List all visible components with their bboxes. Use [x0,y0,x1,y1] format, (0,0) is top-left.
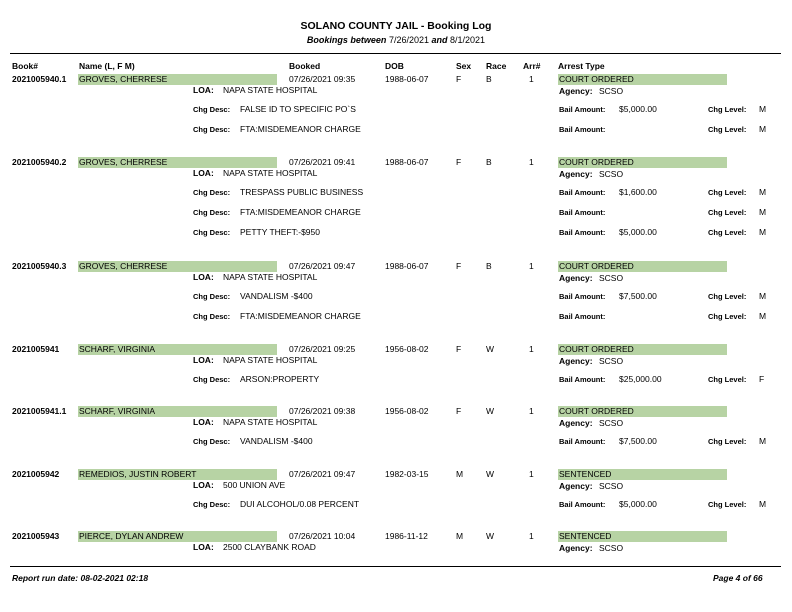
record-race: W [486,531,495,541]
charge-description: VANDALISM -$400 [240,436,313,446]
charge-description: VANDALISM -$400 [240,291,313,301]
charge-level: M [759,227,767,237]
record-arrest-type: COURT ORDERED [558,74,727,85]
agency-label: Agency: [559,543,593,553]
record-book-number: 2021005940.2 [12,157,67,167]
record-book-number: 2021005941.1 [12,406,67,416]
loa-label: LOA: [193,168,214,178]
record-race: W [486,406,495,416]
charge-level: M [759,207,767,217]
record-dob: 1956-08-02 [385,344,429,354]
charge-description: TRESPASS PUBLIC BUSINESS [240,187,364,197]
record-sex: M [456,469,464,479]
record-book-number: 2021005941 [12,344,60,354]
chg-level-label: Chg Level: [708,437,747,446]
col-dob: DOB [385,61,404,71]
record-sex: F [456,157,462,167]
record-arrest-type: COURT ORDERED [558,406,727,417]
record-race: W [486,469,495,479]
record-book-number: 2021005942 [12,469,60,479]
record-name: SCHARF, VIRGINIA [78,344,277,355]
bail-amount-label: Bail Amount: [559,125,606,134]
record-race: B [486,261,492,271]
charge-description: FTA:MISDEMEANOR CHARGE [240,311,361,321]
record-name: GROVES, CHERRESE [78,157,277,168]
record-agency: SCSO [599,356,624,366]
record-agency: SCSO [599,169,624,179]
col-arrest-type: Arrest Type [558,61,605,71]
record-sex: F [456,261,462,271]
record-booked: 07/26/2021 09:41 [289,157,356,167]
agency-label: Agency: [559,169,593,179]
bail-amount-label: Bail Amount: [559,188,606,197]
chg-desc-label: Chg Desc: [193,312,231,321]
charge-description: DUI ALCOHOL/0.08 PERCENT [240,499,360,509]
record-agency: SCSO [599,418,624,428]
bail-amount: $5,000.00 [619,227,657,237]
bail-amount-label: Bail Amount: [559,375,606,384]
charge-level: M [759,124,767,134]
charge-level: M [759,311,767,321]
record-booked: 07/26/2021 09:47 [289,469,356,479]
report-run-date: Report run date: 08-02-2021 02:18 [12,573,149,583]
record-agency: SCSO [599,273,624,283]
chg-desc-label: Chg Desc: [193,125,231,134]
report-subtitle [0,35,792,45]
record-booked: 07/26/2021 09:47 [289,261,356,271]
record-agency: SCSO [599,543,624,553]
bail-amount-label: Bail Amount: [559,292,606,301]
charge-description: FTA:MISDEMEANOR CHARGE [240,124,361,134]
date-to: 8/1/2021 [450,35,486,45]
loa-label: LOA: [193,272,214,282]
charge-description: FALSE ID TO SPECIFIC PO`S [240,104,356,114]
chg-desc-label: Chg Desc: [193,500,231,509]
bail-amount: $25,000.00 [619,374,662,384]
chg-level-label: Chg Level: [708,228,747,237]
bail-amount: $5,000.00 [619,499,657,509]
record-dob: 1982-03-15 [385,469,429,479]
bail-amount-label: Bail Amount: [559,228,606,237]
chg-level-label: Chg Level: [708,105,747,114]
record-arr: 1 [529,344,534,354]
agency-label: Agency: [559,418,593,428]
chg-level-label: Chg Level: [708,125,747,134]
header-divider [10,53,781,54]
chg-desc-label: Chg Desc: [193,292,231,301]
col-sex: Sex [456,61,472,71]
bail-amount-label: Bail Amount: [559,208,606,217]
col-arr: Arr# [523,61,541,71]
charge-level: M [759,436,767,446]
record-name: REMEDIOS, JUSTIN ROBERT [78,469,277,480]
chg-desc-label: Chg Desc: [193,188,231,197]
charge-description: FTA:MISDEMEANOR CHARGE [240,207,361,217]
loa-label: LOA: [193,85,214,95]
record-name: GROVES, CHERRESE [78,74,277,85]
bail-amount: $7,500.00 [619,291,657,301]
record-loa: NAPA STATE HOSPITAL [223,355,318,365]
bail-amount-label: Bail Amount: [559,437,606,446]
bail-amount-label: Bail Amount: [559,105,606,114]
record-sex: M [456,531,464,541]
charge-level: M [759,499,767,509]
record-race: B [486,74,492,84]
bail-amount-label: Bail Amount: [559,312,606,321]
record-booked: 07/26/2021 09:25 [289,344,356,354]
chg-desc-label: Chg Desc: [193,208,231,217]
record-dob: 1988-06-07 [385,74,429,84]
agency-label: Agency: [559,481,593,491]
record-name: SCHARF, VIRGINIA [78,406,277,417]
report-title: SOLANO COUNTY JAIL - Booking Log [300,20,492,32]
record-name: GROVES, CHERRESE [78,261,277,272]
record-arrest-type: COURT ORDERED [558,344,727,355]
agency-label: Agency: [559,86,593,96]
record-loa: NAPA STATE HOSPITAL [223,168,318,178]
col-name: Name (L, F M) [79,61,135,71]
col-race: Race [486,61,507,71]
record-loa: 2500 CLAYBANK ROAD [223,542,316,552]
subtitle-prefix: Bookings between [306,35,387,45]
record-arr: 1 [529,157,534,167]
record-sex: F [456,74,462,84]
chg-level-label: Chg Level: [708,292,747,301]
charge-description: PETTY THEFT:-$950 [240,227,320,237]
chg-desc-label: Chg Desc: [193,228,231,237]
record-agency: SCSO [599,86,624,96]
chg-level-label: Chg Level: [708,500,747,509]
agency-label: Agency: [559,356,593,366]
chg-level-label: Chg Level: [708,188,747,197]
bail-amount: $7,500.00 [619,436,657,446]
page-number: Page 4 of 66 [713,573,763,583]
charge-level: M [759,104,767,114]
record-dob: 1988-06-07 [385,261,429,271]
chg-level-label: Chg Level: [708,375,747,384]
agency-label: Agency: [559,273,593,283]
record-booked: 07/26/2021 09:35 [289,74,356,84]
record-arr: 1 [529,469,534,479]
chg-level-label: Chg Level: [708,312,747,321]
record-agency: SCSO [599,481,624,491]
record-sex: F [456,406,462,416]
record-name: PIERCE, DYLAN ANDREW [78,531,277,542]
bail-amount: $5,000.00 [619,104,657,114]
record-race: W [486,344,495,354]
date-from: 7/26/2021 [388,35,429,45]
loa-label: LOA: [193,355,214,365]
record-dob: 1986-11-12 [385,531,428,541]
record-arrest-type: SENTENCED [558,469,727,480]
record-arr: 1 [529,261,534,271]
loa-label: LOA: [193,417,214,427]
charge-description: ARSON:PROPERTY [240,374,320,384]
record-loa: NAPA STATE HOSPITAL [223,85,318,95]
record-book-number: 2021005940.3 [12,261,67,271]
footer-divider [10,566,781,567]
loa-label: LOA: [193,480,214,490]
record-dob: 1988-06-07 [385,157,429,167]
record-dob: 1956-08-02 [385,406,429,416]
record-loa: 500 UNION AVE [223,480,286,490]
col-booked: Booked [289,61,321,71]
charge-level: F [759,374,765,384]
chg-desc-label: Chg Desc: [193,375,231,384]
bail-amount-label: Bail Amount: [559,500,606,509]
record-loa: NAPA STATE HOSPITAL [223,417,318,427]
record-sex: F [456,344,462,354]
record-loa: NAPA STATE HOSPITAL [223,272,318,282]
charge-level: M [759,291,767,301]
loa-label: LOA: [193,542,214,552]
col-book: Book# [12,61,38,71]
chg-desc-label: Chg Desc: [193,437,231,446]
bail-amount: $1,600.00 [619,187,657,197]
record-arrest-type: COURT ORDERED [558,261,727,272]
chg-desc-label: Chg Desc: [193,105,231,114]
record-race: B [486,157,492,167]
record-arr: 1 [529,531,534,541]
record-booked: 07/26/2021 09:38 [289,406,356,416]
record-arr: 1 [529,406,534,416]
record-arrest-type: COURT ORDERED [558,157,727,168]
record-book-number: 2021005940.1 [12,74,67,84]
record-arrest-type: SENTENCED [558,531,727,542]
subtitle-and: and [431,35,448,45]
record-booked: 07/26/2021 10:04 [289,531,356,541]
record-arr: 1 [529,74,534,84]
chg-level-label: Chg Level: [708,208,747,217]
record-book-number: 2021005943 [12,531,60,541]
charge-level: M [759,187,767,197]
